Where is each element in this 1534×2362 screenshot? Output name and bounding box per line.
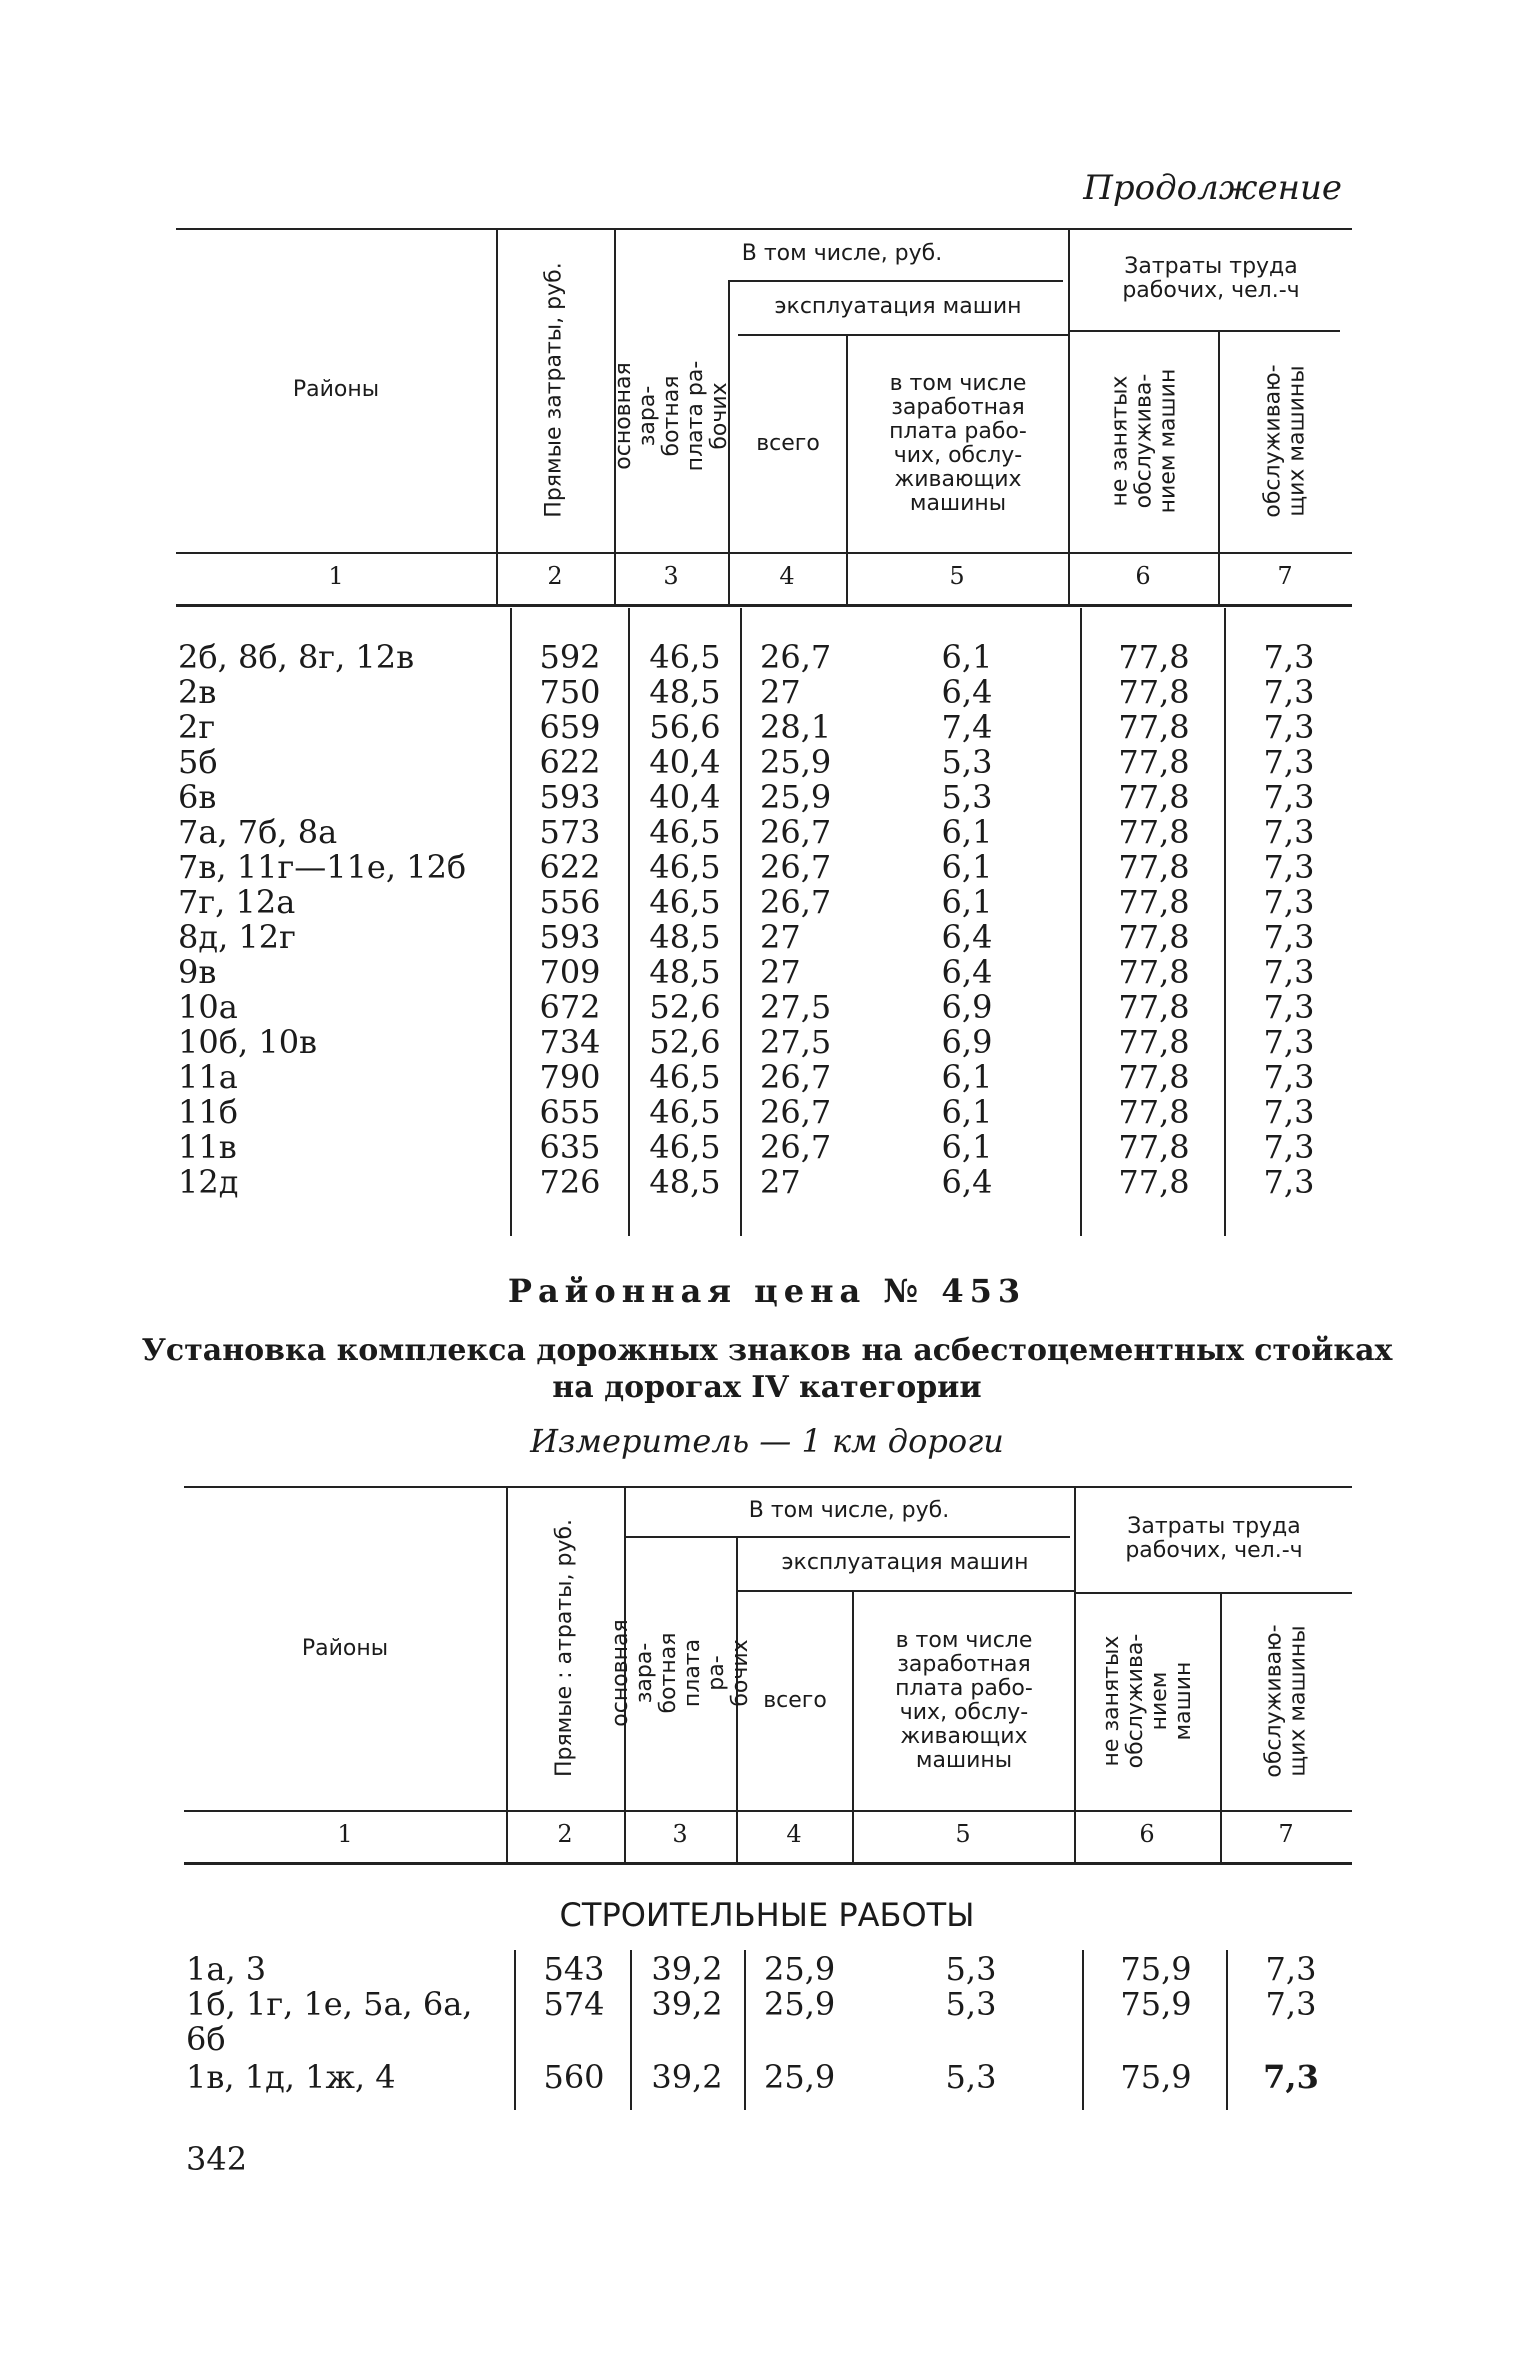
cell-labor-not: 77,8 xyxy=(1118,1093,1190,1131)
column-number: 1 xyxy=(337,1820,353,1848)
header-including: В том числе, руб. xyxy=(748,1498,950,1523)
table2-numbers-rule xyxy=(184,1862,1352,1865)
cell-district: 2в xyxy=(178,673,217,711)
header-total: всего xyxy=(763,1688,827,1713)
table-row xyxy=(0,955,1534,990)
header-serving: обслуживаю- щих машины xyxy=(1261,364,1311,518)
column-number: 3 xyxy=(663,562,679,590)
cell-labor-not: 75,9 xyxy=(1120,2058,1192,2096)
cell-direct: 560 xyxy=(543,2058,605,2096)
cell-direct: 655 xyxy=(539,1093,601,1131)
table-row xyxy=(0,850,1534,885)
cell-labor-not: 77,8 xyxy=(1118,918,1190,956)
cell-labor-serv: 7,3 xyxy=(1265,1985,1317,2023)
cell-machine-wage: 6,1 xyxy=(941,1128,993,1166)
cell-wage: 48,5 xyxy=(649,673,721,711)
cell-district: 2г xyxy=(178,708,216,746)
cell-wage: 39,2 xyxy=(651,1950,723,1988)
cell-labor-serv: 7,3 xyxy=(1263,743,1315,781)
cell-machine-wage: 6,1 xyxy=(941,1058,993,1096)
cell-machine-wage: 5,3 xyxy=(945,1950,997,1988)
cell-total: 27 xyxy=(760,673,801,711)
cell-labor-serv: 7,3 xyxy=(1263,813,1315,851)
cell-machine-wage: 6,1 xyxy=(941,638,993,676)
column-number: 4 xyxy=(786,1820,802,1848)
cell-labor-not: 77,8 xyxy=(1118,743,1190,781)
cell-labor-serv: 7,3 xyxy=(1265,1950,1317,1988)
cell-machine-wage: 5,3 xyxy=(941,778,993,816)
cell-total: 26,7 xyxy=(760,638,832,676)
cell-total: 25,9 xyxy=(764,1985,836,2023)
header-total: всего xyxy=(756,431,820,456)
cell-machine-wage: 6,1 xyxy=(941,1093,993,1131)
cell-machine-wage: 6,9 xyxy=(941,1023,993,1061)
table-row xyxy=(0,1987,1534,2022)
header-labor-costs: Затраты труда рабочих, чел.-ч xyxy=(1122,254,1300,303)
cell-direct: 622 xyxy=(539,743,601,781)
table-row xyxy=(0,885,1534,920)
header-including: В том числе, руб. xyxy=(741,241,943,266)
cell-direct: 543 xyxy=(543,1950,605,1988)
table2-header-rule xyxy=(184,1810,1352,1812)
cell-labor-serv: 7,3 xyxy=(1263,638,1315,676)
page-number: 342 xyxy=(186,2140,248,2178)
cell-district: 7в, 11г—11е, 12б xyxy=(178,848,467,886)
cell-wage: 46,5 xyxy=(649,848,721,886)
subtitle-line-2: на дорогах IV категории xyxy=(552,1370,982,1405)
header-base-wage: основная зара- ботная плата ра- бочих xyxy=(611,360,732,472)
cell-wage: 46,5 xyxy=(649,1128,721,1166)
cell-machine-wage: 6,1 xyxy=(941,848,993,886)
column-number: 2 xyxy=(557,1820,573,1848)
cell-direct: 622 xyxy=(539,848,601,886)
cell-labor-not: 77,8 xyxy=(1118,638,1190,676)
cell-labor-serv: 7,3 xyxy=(1263,953,1315,991)
cell-district: 1в, 1д, 1ж, 4 xyxy=(186,2058,396,2096)
cell-machine-wage: 6,4 xyxy=(941,953,993,991)
cell-district: 11б xyxy=(178,1093,238,1131)
cell-total: 27 xyxy=(760,1163,801,1201)
cell-wage: 46,5 xyxy=(649,883,721,921)
cell-machine-wage: 6,4 xyxy=(941,1163,993,1201)
continuation-label: Продолжение xyxy=(1083,168,1342,208)
cell-labor-serv: 7,3 xyxy=(1263,883,1315,921)
cell-wage: 46,5 xyxy=(649,638,721,676)
cell-total: 26,7 xyxy=(760,1058,832,1096)
cell-machine-wage: 6,1 xyxy=(941,883,993,921)
cell-wage: 46,5 xyxy=(649,813,721,851)
measure-unit: Измеритель — 1 км дороги xyxy=(530,1422,1004,1460)
cell-direct: 709 xyxy=(539,953,601,991)
cell-direct: 593 xyxy=(539,778,601,816)
cell-labor-not: 75,9 xyxy=(1120,1950,1192,1988)
table-row xyxy=(0,710,1534,745)
table-row xyxy=(0,1060,1534,1095)
table-row xyxy=(0,780,1534,815)
cell-labor-serv: 7,3 xyxy=(1263,673,1315,711)
cell-total: 28,1 xyxy=(760,708,832,746)
header-base-wage: основная зара- ботная плата ра- бочих xyxy=(608,1619,753,1727)
cell-direct: 573 xyxy=(539,813,601,851)
cell-district: 7а, 7б, 8а xyxy=(178,813,338,851)
header-districts: Районы xyxy=(301,1636,389,1661)
header-incl-wage: в том числе заработная плата рабо- чих, обслу- живающих машины xyxy=(895,1628,1033,1773)
cell-machine-wage: 5,3 xyxy=(941,743,993,781)
table-row xyxy=(0,1025,1534,1060)
cell-labor-serv: 7,3 xyxy=(1263,708,1315,746)
cell-wage: 52,6 xyxy=(649,988,721,1026)
cell-direct: 672 xyxy=(539,988,601,1026)
column-number: 1 xyxy=(328,562,344,590)
cell-total: 27 xyxy=(760,953,801,991)
table-row xyxy=(0,920,1534,955)
header-machine-operation: эксплуатация машин xyxy=(774,294,1022,319)
cell-labor-serv: 7,3 xyxy=(1263,1163,1315,1201)
cell-labor-not: 77,8 xyxy=(1118,778,1190,816)
header-not-serving: не занятых обслужива- нием машин xyxy=(1099,1633,1196,1769)
header-serving: обслуживаю- щих машины xyxy=(1262,1624,1312,1778)
cell-labor-not: 77,8 xyxy=(1118,883,1190,921)
cell-machine-wage: 6,1 xyxy=(941,813,993,851)
cell-district: 10а xyxy=(178,988,238,1026)
cell-total: 26,7 xyxy=(760,883,832,921)
cell-district: 2б, 8б, 8г, 12в xyxy=(178,638,415,676)
cell-wage: 48,5 xyxy=(649,953,721,991)
column-number: 5 xyxy=(949,562,965,590)
header-not-serving: не занятых обслужива- нием машин xyxy=(1106,368,1180,514)
cell-district: 7г, 12а xyxy=(178,883,296,921)
cell-labor-not: 77,8 xyxy=(1118,673,1190,711)
column-number: 6 xyxy=(1135,562,1151,590)
cell-wage: 39,2 xyxy=(651,2058,723,2096)
cell-direct: 635 xyxy=(539,1128,601,1166)
cell-total: 25,9 xyxy=(764,2058,836,2096)
column-number: 6 xyxy=(1139,1820,1155,1848)
price-title: Районная цена № 453 xyxy=(507,1272,1027,1310)
cell-labor-not: 77,8 xyxy=(1118,1163,1190,1201)
cell-wage: 46,5 xyxy=(649,1093,721,1131)
column-number: 7 xyxy=(1277,562,1293,590)
cell-labor-not: 77,8 xyxy=(1118,848,1190,886)
cell-labor-serv: 7,3 xyxy=(1263,918,1315,956)
table1-header-rule xyxy=(176,552,1352,554)
cell-labor-serv: 7,3 xyxy=(1263,1058,1315,1096)
table-row xyxy=(0,675,1534,710)
table-row xyxy=(0,1952,1534,1987)
cell-labor-serv: 7,3 xyxy=(1263,2058,1319,2096)
cell-labor-not: 75,9 xyxy=(1120,1985,1192,2023)
cell-labor-serv: 7,3 xyxy=(1263,848,1315,886)
cell-district: 9в xyxy=(178,953,217,991)
header-machine-operation: эксплуатация машин xyxy=(781,1550,1029,1575)
cell-labor-serv: 7,3 xyxy=(1263,1128,1315,1166)
table-row xyxy=(0,1165,1534,1200)
cell-district: 6в xyxy=(178,778,217,816)
table-row-continuation xyxy=(0,2022,1534,2057)
cell-labor-not: 77,8 xyxy=(1118,1058,1190,1096)
cell-wage: 52,6 xyxy=(649,1023,721,1061)
table-row xyxy=(0,640,1534,675)
cell-wage: 46,5 xyxy=(649,1058,721,1096)
table-row xyxy=(0,815,1534,850)
cell-labor-not: 77,8 xyxy=(1118,708,1190,746)
table-row xyxy=(0,745,1534,780)
cell-labor-not: 77,8 xyxy=(1118,1023,1190,1061)
cell-total: 26,7 xyxy=(760,848,832,886)
header-direct-costs: Прямые : атраты, руб. xyxy=(552,1518,578,1778)
cell-total: 26,7 xyxy=(760,1093,832,1131)
column-number: 7 xyxy=(1278,1820,1294,1848)
cell-machine-wage: 6,9 xyxy=(941,988,993,1026)
cell-direct: 556 xyxy=(539,883,601,921)
column-number: 2 xyxy=(547,562,563,590)
cell-labor-not: 77,8 xyxy=(1118,813,1190,851)
cell-district-continued: 6б xyxy=(186,2020,226,2058)
cell-labor-serv: 7,3 xyxy=(1263,778,1315,816)
cell-district: 11а xyxy=(178,1058,238,1096)
cell-total: 26,7 xyxy=(760,813,832,851)
cell-wage: 40,4 xyxy=(649,743,721,781)
cell-machine-wage: 6,4 xyxy=(941,673,993,711)
cell-direct: 790 xyxy=(539,1058,601,1096)
cell-labor-serv: 7,3 xyxy=(1263,1023,1315,1061)
cell-wage: 39,2 xyxy=(651,1985,723,2023)
cell-wage: 56,6 xyxy=(649,708,721,746)
cell-labor-not: 77,8 xyxy=(1118,1128,1190,1166)
column-number: 4 xyxy=(779,562,795,590)
cell-direct: 574 xyxy=(543,1985,605,2023)
table-row xyxy=(0,1130,1534,1165)
table-row xyxy=(0,1095,1534,1130)
cell-labor-serv: 7,3 xyxy=(1263,1093,1315,1131)
cell-direct: 734 xyxy=(539,1023,601,1061)
cell-wage: 48,5 xyxy=(649,1163,721,1201)
cell-direct: 726 xyxy=(539,1163,601,1201)
cell-total: 25,9 xyxy=(764,1950,836,1988)
cell-machine-wage: 6,4 xyxy=(941,918,993,956)
cell-wage: 48,5 xyxy=(649,918,721,956)
cell-direct: 750 xyxy=(539,673,601,711)
cell-district: 5б xyxy=(178,743,218,781)
group-title: СТРОИТЕЛЬНЫЕ РАБОТЫ xyxy=(559,1896,975,1934)
cell-district: 10б, 10в xyxy=(178,1023,318,1061)
cell-total: 26,7 xyxy=(760,1128,832,1166)
column-number: 5 xyxy=(955,1820,971,1848)
cell-direct: 593 xyxy=(539,918,601,956)
cell-machine-wage: 5,3 xyxy=(945,1985,997,2023)
column-number: 3 xyxy=(672,1820,688,1848)
cell-direct: 659 xyxy=(539,708,601,746)
cell-labor-not: 77,8 xyxy=(1118,988,1190,1026)
header-incl-wage: в том числе заработная плата рабо- чих, обслу- живающих машины xyxy=(889,371,1027,516)
table-row xyxy=(0,990,1534,1025)
cell-district: 11в xyxy=(178,1128,237,1166)
cell-district: 1а, 3 xyxy=(186,1950,267,1988)
cell-labor-serv: 7,3 xyxy=(1263,988,1315,1026)
cell-labor-not: 77,8 xyxy=(1118,953,1190,991)
cell-district: 1б, 1г, 1е, 5а, 6а, xyxy=(186,1985,473,2023)
subtitle-line-1: Установка комплекса дорожных знаков на асбестоцементных стойках xyxy=(141,1333,1393,1368)
header-labor-costs: Затраты труда рабочих, чел.-ч xyxy=(1125,1514,1303,1563)
cell-wage: 40,4 xyxy=(649,778,721,816)
cell-total: 27,5 xyxy=(760,988,832,1026)
table1-numbers-rule xyxy=(176,604,1352,607)
cell-total: 25,9 xyxy=(760,778,832,816)
cell-machine-wage: 5,3 xyxy=(945,2058,997,2096)
table-row xyxy=(0,2060,1534,2095)
cell-total: 27,5 xyxy=(760,1023,832,1061)
cell-machine-wage: 7,4 xyxy=(941,708,993,746)
cell-direct: 592 xyxy=(539,638,601,676)
header-districts: Районы xyxy=(292,377,380,402)
cell-district: 8д, 12г xyxy=(178,918,296,956)
header-direct-costs: Прямые затраты, руб. xyxy=(542,262,567,518)
cell-district: 12д xyxy=(178,1163,239,1201)
cell-total: 27 xyxy=(760,918,801,956)
cell-total: 25,9 xyxy=(760,743,832,781)
